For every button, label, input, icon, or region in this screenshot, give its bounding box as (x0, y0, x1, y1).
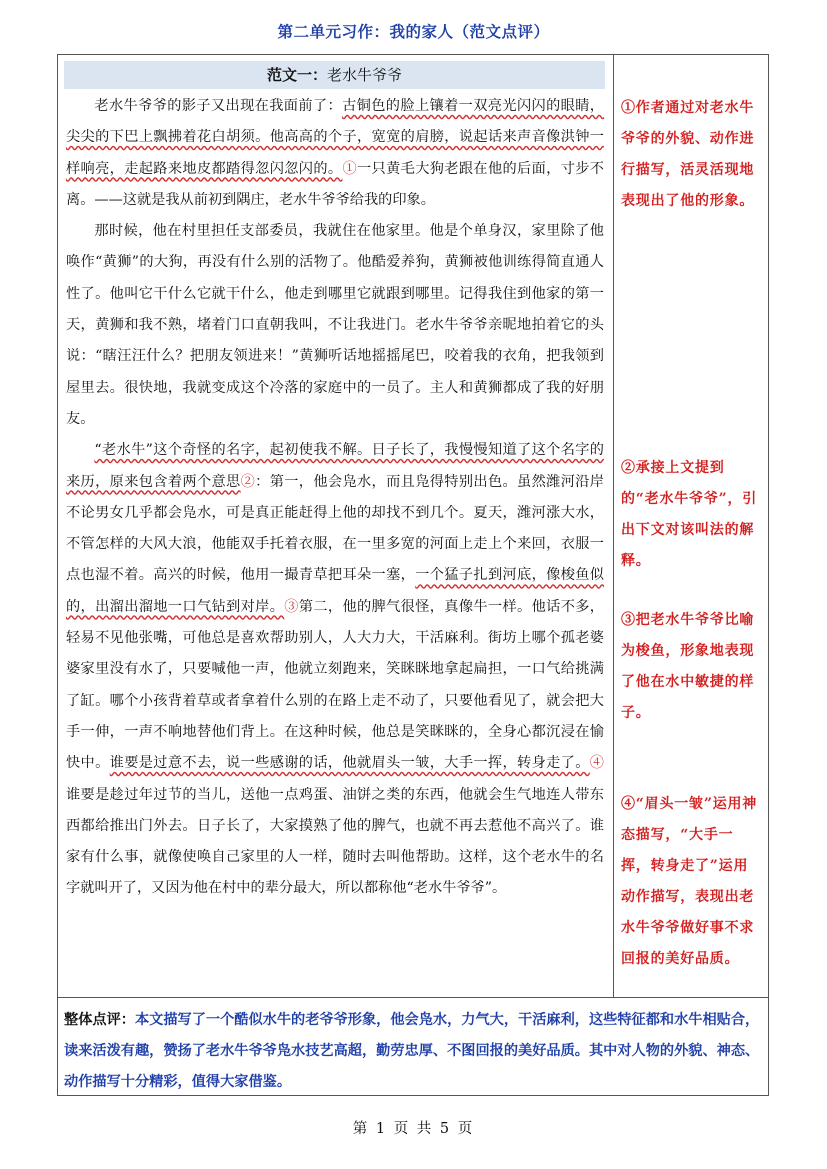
annotation-2: ②承接上文提到的“老水牛爷爷”，引出下文对该叫法的解释。 (621, 460, 758, 569)
essay-title: 老水牛爷爷 (327, 66, 403, 84)
note-marker: ② (240, 473, 256, 490)
essay-label: 范文一： (266, 66, 327, 84)
essay-heading (64, 61, 605, 89)
text-run: 谁要是趁过年过节的当儿，送他一点鸡蛋、油饼之类的东西，他就会生气地连人带东西都给推出门外去。日子长了，大家摸熟了他的脾气，也就不再去惹他不高兴了。谁家有什么事，就像使唤自己家里的人一样，随时去叫他帮助。这样，这个老水牛的名字就叫开了，又因为他在村中的辈分最大，所以都称他“老水牛爷爷”。 (66, 786, 604, 897)
text-run: ：第一，他会凫水，而且凫得特别出色。虽然潍河沿岸不论男女几乎都会凫水，可是真正能赶得上他的却找不到几个。夏天，潍河涨大水，不管怎样的大风大浪，他能双手托着衣服，在一里多宽的河面上走上个来回，衣服一点也湿不着。高兴的时候，他用一撮青草把耳朵一塞， (66, 473, 604, 584)
underlined-passage: “老水牛”这个奇怪的名字，起初使我不解。日子长了，我慢慢知道了这个名字的来历，原来包含着两个意思 (66, 442, 604, 490)
text-run: 老水牛爷爷的影子又出现在我面前了： (94, 98, 343, 114)
overall-comment (64, 1005, 764, 1098)
essay-paragraph-1 (66, 91, 604, 216)
overall-comment-label: 整体点评： (64, 1012, 135, 1028)
annotation-3: ③把老水牛爷爷比喻为梭鱼，形象地表现了他在水中敏捷的样子。 (621, 612, 755, 721)
underlined-passage: 谁要是过意不去，说一些感谢的话，他就眉头一皱，大手一挥，转身走了。 (109, 755, 590, 772)
page-footer: 第 1 页 共 5 页 (352, 1121, 475, 1137)
row-divider (58, 997, 768, 998)
column-divider (613, 55, 614, 997)
commentary-table (57, 54, 769, 1096)
underlined-passage: 古铜色的脸上镶着一双亮光闪闪的眼睛，尖尖的下巴上飘拂着花白胡须。他高高的个子，宽宽的肩膀，说起话来声音像洪钟一样响亮，走起路来地皮都踏得忽闪忽闪的。 (66, 98, 604, 177)
essay-paragraph-2: 那时候，他在村里担任支部委员，我就住在他家里。他是个单身汉，家里除了他唤作“黄狮”的大狗，再没有什么别的活物了。他酷爱养狗，黄狮被他训练得简直通人性了。他叫它干什么它就干什么，他走到哪里它就跟到哪里。记得我住到他家的第一天，黄狮和我不熟，堵着门口直朝我叫，不让我进门。老水牛爷爷亲昵地拍着它的头说：“瞎汪汪什么？把朋友领进来！”黄狮听话地摇摇尾巴，咬着我的衣角，把我领到屋里去。很快地，我就变成这个冷落的家庭中的一员了。主人和黄狮都成了我的好朋友。 (66, 223, 604, 427)
note-marker: ③ (284, 598, 299, 615)
essay-paragraph-3 (66, 435, 604, 904)
page-title: 第二单元习作：我的家人（范文点评） (277, 23, 550, 41)
text-run: 一只黄毛大狗老跟在他的后面，寸步不离。——这就是我从前初到隅庄，老水牛爷爷给我的印象。 (66, 160, 604, 208)
text-run: 第二，他的脾气很怪，真像牛一样。他话不多，轻易不见他张嘴，可他总是喜欢帮助别人，人大力大，干活麻利。街坊上哪个孤老婆婆家里没有水了，只要喊他一声，他就立刻跑来，笑眯眯地拿起扁担，一口气给挑满了缸。哪个小孩背着草或者拿着什么别的在路上走不动了，只要他看见了，就会把大手一伸，一声不响地替他们背上。在这种时候，他总是笑眯眯的，全身心都沉浸在愉快中。 (66, 598, 604, 772)
annotation-1: ①作者通过对老水牛爷爷的外貌、动作进行描写，活灵活现地表现出了他的形象。 (621, 100, 755, 209)
underlined-passage: 一个猛子扎到河底，像梭鱼似的，出溜出溜地一口气钻到对岸。 (66, 567, 604, 615)
overall-comment-text: 本文描写了一个酷似水牛的老爷爷形象，他会凫水，力气大，干活麻利，这些特征都和水牛相贴合，读来活泼有趣，赞扬了老水牛爷爷凫水技艺高超，勤劳忠厚、不图回报的美好品质。其中对人物的外貌、神态、动作描写十分精彩，值得大家借鉴。 (64, 1012, 760, 1090)
essay-body (66, 91, 604, 905)
annotation-4: ④“眉头一皱”运用神态描写，“大手一挥，转身走了”运用动作描写，表现出老水牛爷爷做好事不求回报的美好品质。 (621, 796, 758, 967)
note-marker: ① (342, 160, 357, 177)
note-marker: ④ (589, 755, 604, 772)
